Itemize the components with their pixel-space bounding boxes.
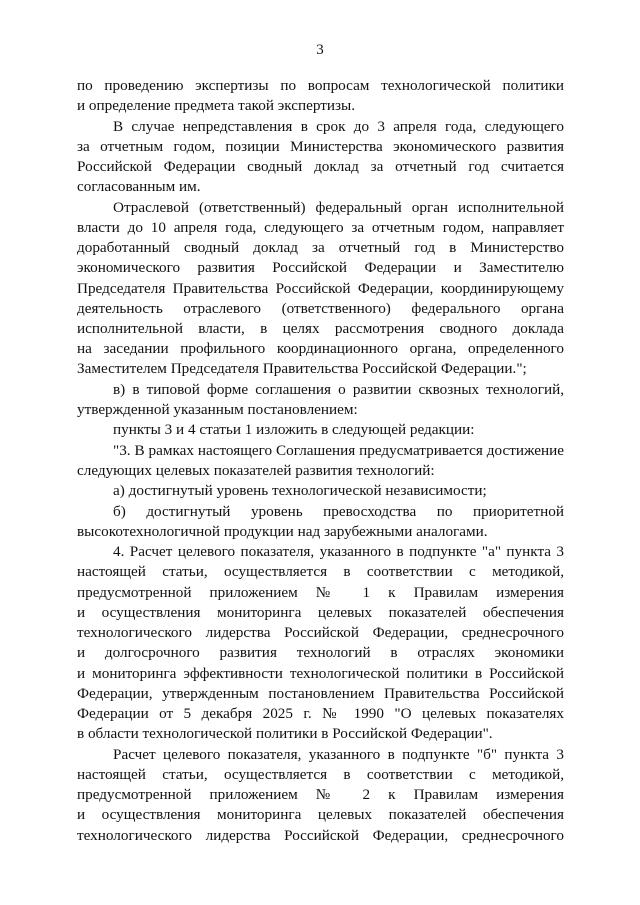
- text-line: Заместителем Председателя Правительства Российской Федерации.";: [77, 360, 527, 377]
- text-line: в области технологической политики в Российской Федерации".: [77, 725, 493, 742]
- text-line: в) в типовой форме соглашения о развитии сквозных технологий,: [113, 381, 564, 398]
- text-line: власти до 10 апреля года, следующего за отчетным годом, направляет: [77, 219, 564, 236]
- text-line: Российской Федерации сводный доклад за отчетный год считается: [77, 158, 564, 175]
- text-line: и долгосрочного развития технологий в отраслях экономики: [77, 644, 564, 661]
- text-line: высокотехнологичной продукции над зарубежными аналогами.: [77, 523, 488, 540]
- text-line: настоящей статьи, осуществляется в соответствии с методикой,: [77, 563, 564, 580]
- text-line: на заседании профильного координационного органа, определенного: [77, 340, 564, 357]
- text-line: предусмотренной приложением № 1 к Правилам измерения: [77, 584, 564, 601]
- text-line: 4. Расчет целевого показателя, указанного в подпункте "а" пункта 3: [113, 543, 564, 560]
- text-line: и осуществления мониторинга целевых показателей обеспечения: [77, 806, 564, 823]
- text-line: за отчетным годом, позиции Министерства экономического развития: [77, 138, 564, 155]
- text-line: пункты 3 и 4 статьи 1 изложить в следующей редакции:: [113, 421, 475, 438]
- text-line: и осуществления мониторинга целевых показателей обеспечения: [77, 604, 564, 621]
- text-line: утвержденной указанным постановлением:: [77, 401, 358, 418]
- text-line: а) достигнутый уровень технологической независимости;: [113, 482, 487, 499]
- text-line: деятельность отраслевого (ответственного) федерального органа: [77, 300, 564, 317]
- text-line: исполнительной власти, в целях рассмотрения сводного доклада: [77, 320, 564, 337]
- text-line: доработанный сводный доклад за отчетный год в Министерство: [77, 239, 564, 256]
- text-line: Председателя Правительства Российской Федерации, координирующему: [77, 280, 564, 297]
- text-line: следующих целевых показателей развития технологий:: [77, 462, 435, 479]
- text-line: "3. В рамках настоящего Соглашения предусматривается достижение: [113, 442, 564, 459]
- text-line: В случае непредставления в срок до 3 апреля года, следующего: [113, 118, 564, 135]
- text-line: экономического развития Российской Федерации и Заместителю: [77, 259, 564, 276]
- text-line: Федерации от 5 декабря 2025 г. № 1990 "О целевых показателях: [77, 705, 564, 722]
- text-line: б) достигнутый уровень превосходства по приоритетной: [113, 503, 564, 520]
- text-line: Расчет целевого показателя, указанного в подпункте "б" пункта 3: [113, 746, 564, 763]
- text-line: настоящей статьи, осуществляется в соответствии с методикой,: [77, 766, 564, 783]
- text-line: согласованным им.: [77, 178, 201, 195]
- text-line: Федерации, утвержденным постановлением Правительства Российской: [77, 685, 564, 702]
- text-line: по проведению экспертизы по вопросам технологической политики: [77, 77, 564, 94]
- text-line: предусмотренной приложением № 2 к Правилам измерения: [77, 786, 564, 803]
- text-line: Отраслевой (ответственный) федеральный орган исполнительной: [113, 199, 564, 216]
- text-line: технологического лидерства Российской Федерации, среднесрочного: [77, 624, 564, 641]
- text-line: и мониторинга эффективности технологической политики в Российской: [77, 665, 564, 682]
- text-line: и определение предмета такой экспертизы.: [77, 97, 356, 114]
- page-number: 3: [316, 42, 324, 58]
- text-line: технологического лидерства Российской Федерации, среднесрочного: [77, 827, 564, 844]
